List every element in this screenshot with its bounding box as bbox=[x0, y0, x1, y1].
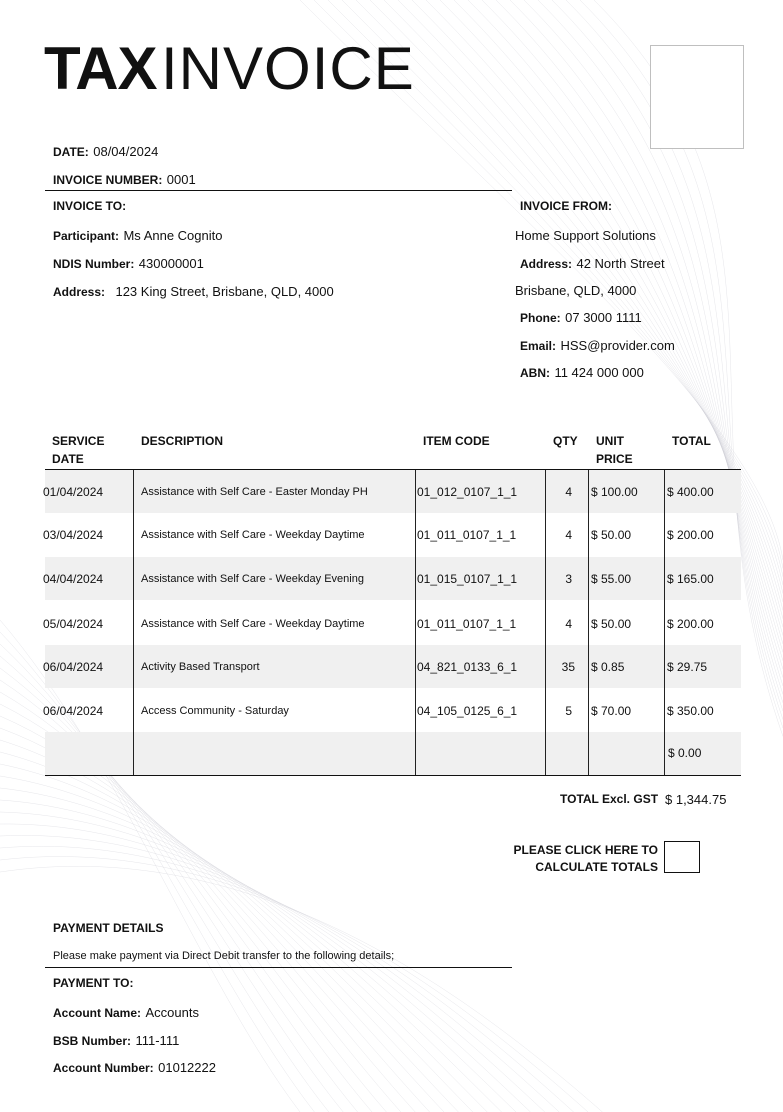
account-number-value[interactable]: 01012222 bbox=[158, 1060, 216, 1075]
cell-item-code[interactable]: 01_011_0107_1_1 bbox=[417, 528, 517, 542]
title-bold: TAX bbox=[44, 35, 157, 102]
cell-total: $ 29.75 bbox=[667, 660, 708, 674]
address-from-line2[interactable]: Brisbane, QLD, 4000 bbox=[515, 283, 637, 298]
ndis-field bbox=[53, 255, 204, 273]
account-name-label: Account Name: bbox=[53, 1006, 142, 1020]
address-from-value[interactable]: 42 North Street bbox=[576, 256, 665, 271]
cell-qty[interactable]: 35 bbox=[561, 660, 575, 674]
table-row-bg bbox=[45, 732, 741, 775]
col-header-item-code: ITEM CODE bbox=[423, 434, 490, 448]
cell-description[interactable]: Assistance with Self Care - Weekday Evening bbox=[141, 573, 364, 585]
cell-qty[interactable]: 3 bbox=[565, 572, 572, 586]
abn-label: ABN: bbox=[520, 366, 550, 380]
calculate-line2: CALCULATE TOTALS bbox=[535, 860, 658, 874]
cell-total: $ 200.00 bbox=[667, 617, 714, 631]
bsb-label: BSB Number: bbox=[53, 1034, 132, 1048]
cell-unit-price[interactable]: $ 50.00 bbox=[591, 617, 632, 631]
col-header-total: TOTAL bbox=[672, 434, 711, 448]
address-from-label: Address: bbox=[520, 257, 573, 271]
page-title bbox=[44, 34, 415, 104]
ndis-label: NDIS Number: bbox=[53, 257, 135, 271]
column-divider bbox=[415, 470, 416, 775]
cell-total: $ 400.00 bbox=[667, 485, 714, 499]
total-excl-gst-label: TOTAL Excl. GST bbox=[560, 792, 659, 806]
abn-field bbox=[520, 364, 644, 382]
cell-qty[interactable]: 5 bbox=[565, 704, 572, 718]
payment-note: Please make payment via Direct Debit transfer to the following details; bbox=[53, 950, 395, 962]
cell-qty[interactable]: 4 bbox=[565, 485, 572, 499]
phone-value[interactable]: 07 3000 1111 bbox=[565, 310, 642, 325]
phone-field bbox=[520, 309, 642, 327]
calculate-totals-button[interactable] bbox=[664, 841, 700, 873]
email-label: Email: bbox=[520, 339, 557, 353]
email-field bbox=[520, 337, 675, 355]
date-value[interactable]: 08/04/2024 bbox=[93, 144, 159, 159]
cell-unit-price[interactable]: $ 50.00 bbox=[591, 528, 632, 542]
bsb-field bbox=[53, 1032, 179, 1050]
cell-description[interactable]: Assistance with Self Care - Easter Monday PH bbox=[141, 486, 368, 498]
col-header-qty: QTY bbox=[553, 434, 578, 448]
address-to-field bbox=[53, 283, 334, 301]
cell-unit-price[interactable]: $ 55.00 bbox=[591, 572, 632, 586]
cell-qty[interactable]: 4 bbox=[565, 617, 572, 631]
invoice-number-label: INVOICE NUMBER: bbox=[53, 173, 163, 187]
calculate-totals-label bbox=[490, 842, 658, 876]
cell-date[interactable]: 05/04/2024 bbox=[43, 617, 104, 631]
phone-label: Phone: bbox=[520, 311, 561, 325]
column-divider bbox=[545, 470, 546, 775]
participant-label: Participant: bbox=[53, 229, 120, 243]
account-number-field bbox=[53, 1059, 216, 1077]
cell-qty[interactable]: 4 bbox=[565, 528, 572, 542]
cell-date[interactable]: 06/04/2024 bbox=[43, 704, 104, 718]
invoice-number-value[interactable]: 0001 bbox=[166, 172, 196, 187]
bsb-value[interactable]: 111-111 bbox=[135, 1033, 180, 1048]
account-name-field bbox=[53, 1004, 199, 1022]
cell-unit-price[interactable]: $ 70.00 bbox=[591, 704, 632, 718]
cell-date[interactable]: 04/04/2024 bbox=[43, 572, 104, 586]
payment-divider bbox=[45, 967, 512, 968]
divider bbox=[45, 190, 512, 191]
account-number-label: Account Number: bbox=[53, 1061, 154, 1075]
col-header-unit-price-line1: UNIT bbox=[596, 434, 624, 448]
address-to-label: Address: bbox=[53, 285, 106, 299]
logo-placeholder[interactable] bbox=[650, 45, 744, 149]
table-bottom-rule bbox=[45, 775, 741, 776]
cell-item-code[interactable]: 04_821_0133_6_1 bbox=[417, 660, 518, 674]
invoice-to-heading: INVOICE TO: bbox=[53, 199, 127, 213]
participant-field bbox=[53, 227, 222, 245]
ndis-value[interactable]: 430000001 bbox=[138, 256, 204, 271]
cell-date[interactable]: 03/04/2024 bbox=[43, 528, 104, 542]
payment-details-heading: PAYMENT DETAILS bbox=[53, 921, 164, 935]
address-from-field bbox=[520, 255, 665, 273]
cell-item-code[interactable]: 04_105_0125_6_1 bbox=[417, 704, 518, 718]
cell-description[interactable]: Activity Based Transport bbox=[141, 661, 260, 673]
title-light: INVOICE bbox=[161, 35, 415, 102]
cell-date[interactable]: 06/04/2024 bbox=[43, 660, 104, 674]
cell-total: $ 350.00 bbox=[667, 704, 714, 718]
cell-date[interactable]: 01/04/2024 bbox=[43, 485, 104, 499]
address-to-value[interactable]: 123 King Street, Brisbane, QLD, 4000 bbox=[115, 284, 334, 299]
abn-value[interactable]: 11 424 000 000 bbox=[554, 365, 644, 380]
date-field bbox=[53, 143, 158, 161]
cell-unit-price[interactable]: $ 100.00 bbox=[591, 485, 638, 499]
cell-description[interactable]: Assistance with Self Care - Weekday Daytime bbox=[141, 529, 365, 541]
cell-total: $ 200.00 bbox=[667, 528, 714, 542]
invoice-number-field bbox=[53, 171, 196, 189]
col-header-service-date-line1: SERVICE bbox=[52, 434, 105, 448]
col-header-unit-price-line2: PRICE bbox=[596, 452, 633, 466]
col-header-unit-price bbox=[596, 432, 633, 468]
cell-description[interactable]: Access Community - Saturday bbox=[141, 705, 289, 717]
cell-item-code[interactable]: 01_012_0107_1_1 bbox=[417, 485, 518, 499]
col-header-service-date-line2: DATE bbox=[52, 452, 84, 466]
email-value[interactable]: HSS@provider.com bbox=[560, 338, 675, 353]
table-top-rule bbox=[45, 469, 741, 470]
invoice-from-heading: INVOICE FROM: bbox=[520, 199, 612, 213]
date-label: DATE: bbox=[53, 145, 89, 159]
column-divider bbox=[588, 470, 589, 775]
cell-total: $ 0.00 bbox=[668, 746, 702, 760]
column-divider bbox=[664, 470, 665, 775]
cell-item-code[interactable]: 01_015_0107_1_1 bbox=[417, 572, 518, 586]
col-header-service-date bbox=[52, 432, 104, 468]
cell-total: $ 165.00 bbox=[667, 572, 714, 586]
column-divider bbox=[133, 470, 134, 775]
total-excl-gst-value: $ 1,344.75 bbox=[665, 792, 727, 807]
col-header-description: DESCRIPTION bbox=[141, 434, 224, 448]
cell-item-code[interactable]: 01_011_0107_1_1 bbox=[417, 617, 517, 631]
cell-unit-price[interactable]: $ 0.85 bbox=[591, 660, 625, 674]
payment-to-heading: PAYMENT TO: bbox=[53, 976, 134, 990]
account-name-value[interactable]: Accounts bbox=[145, 1005, 199, 1020]
calculate-line1: PLEASE CLICK HERE TO bbox=[513, 843, 658, 857]
cell-description[interactable]: Assistance with Self Care - Weekday Daytime bbox=[141, 618, 365, 630]
participant-value[interactable]: Ms Anne Cognito bbox=[123, 228, 223, 243]
business-name[interactable]: Home Support Solutions bbox=[515, 228, 656, 243]
